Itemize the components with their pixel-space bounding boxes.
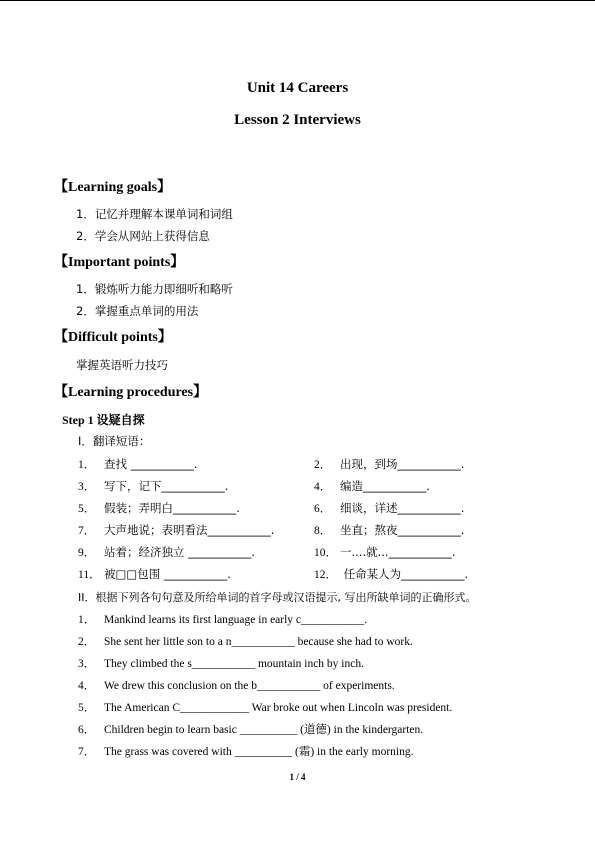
list-item <box>78 677 395 693</box>
list-item <box>78 611 367 627</box>
item-number: 3． <box>78 658 96 670</box>
table-row <box>314 478 430 494</box>
item-number: 9． <box>78 547 96 559</box>
sentence-text: Children begin to learn basic __________ (道德) in the kindergarten. <box>104 724 424 736</box>
phrase-blank: 任命某人为___________. <box>340 567 469 581</box>
item-number: 5． <box>78 503 96 515</box>
table-row <box>78 544 255 560</box>
item-number: 7． <box>78 746 96 758</box>
phrase-blank: 细谈，详述___________. <box>340 501 465 515</box>
sentence-text: The grass was covered with __________ (霜) in the early morning. <box>104 746 414 758</box>
phrase-blank: 写下，记下___________. <box>104 479 229 493</box>
section-heading-difficult-points: 【Difficult points】 <box>54 330 172 345</box>
phrase-blank: 查找 ___________. <box>104 457 198 471</box>
item-number: 3． <box>78 481 96 493</box>
table-row <box>78 500 240 516</box>
page-subtitle: Lesson 2 Interviews <box>234 112 361 128</box>
item-number: 10． <box>314 547 337 559</box>
list-item <box>78 633 413 649</box>
section-heading-learning-procedures: 【Learning procedures】 <box>54 385 208 400</box>
table-row <box>314 500 464 516</box>
list-item: 2．掌握重点单词的用法 <box>76 304 199 318</box>
step-1-label: Step 1 设疑自探 <box>62 413 145 427</box>
part-1-heading: I．翻译短语： <box>78 434 151 448</box>
item-number: 8． <box>314 525 332 537</box>
item-number: 2． <box>78 636 96 648</box>
table-row <box>314 544 456 560</box>
table-row <box>314 566 468 582</box>
sentence-text: They climbed the s___________ mountain inch by inch. <box>104 658 364 670</box>
phrase-blank: 坐直；熬夜___________. <box>340 523 465 537</box>
phrase-blank: 假装；弄明白___________. <box>104 501 240 515</box>
section-heading-learning-goals: 【Learning goals】 <box>54 180 172 195</box>
sentence-text: Mankind learns its first language in early c___________. <box>104 614 368 626</box>
phrase-blank: 一....就...___________. <box>340 545 456 559</box>
list-item: 1．锻炼听力能力即细听和略听 <box>76 282 233 296</box>
list-item: 1．记忆并理解本课单词和词组 <box>76 207 233 221</box>
page-number: 1 / 4 <box>289 772 306 782</box>
item-number: 11． <box>78 569 101 581</box>
page-title: Unit 14 Careers <box>246 80 349 96</box>
part-2-heading: II．根据下列各句句意及所给单词的首字母或汉语提示, 写出所缺单词的正确形式。 <box>78 591 477 604</box>
table-row <box>78 566 231 582</box>
item-number: 12． <box>314 569 337 581</box>
table-row <box>314 522 464 538</box>
sentence-text: We drew this conclusion on the b___________ of experiments. <box>104 680 395 692</box>
item-number: 1． <box>78 459 96 471</box>
list-item: 2．学会从网站上获得信息 <box>76 229 210 243</box>
list-item: 掌握英语听力技巧 <box>76 358 168 372</box>
table-row <box>78 522 274 538</box>
item-number: 1． <box>78 614 96 626</box>
header-rule <box>0 0 595 1</box>
sentence-text: She sent her little son to a n___________ because she had to work. <box>104 636 413 648</box>
list-item <box>78 699 452 715</box>
list-item <box>78 721 423 737</box>
item-number: 5． <box>78 702 96 714</box>
phrase-blank: 站着；经济独立 ___________. <box>104 545 256 559</box>
phrase-blank: 编造___________. <box>340 479 430 493</box>
phrase-blank: 大声地说；表明看法___________. <box>104 523 275 537</box>
phrase-blank: 出现，到场___________. <box>340 457 465 471</box>
sentence-text: The American C____________ War broke out when Lincoln was president. <box>104 702 453 714</box>
table-row <box>78 478 228 494</box>
table-row <box>78 456 198 472</box>
list-item <box>78 655 364 671</box>
item-number: 7． <box>78 525 96 537</box>
item-number: 6． <box>314 503 332 515</box>
item-number: 2． <box>314 459 332 471</box>
list-item <box>78 743 413 759</box>
item-number: 4． <box>314 481 332 493</box>
section-heading-important-points: 【Important points】 <box>54 255 185 270</box>
item-number: 6． <box>78 724 96 736</box>
phrase-blank: 被□□包围 ___________. <box>104 567 231 581</box>
item-number: 4． <box>78 680 96 692</box>
table-row <box>314 456 464 472</box>
